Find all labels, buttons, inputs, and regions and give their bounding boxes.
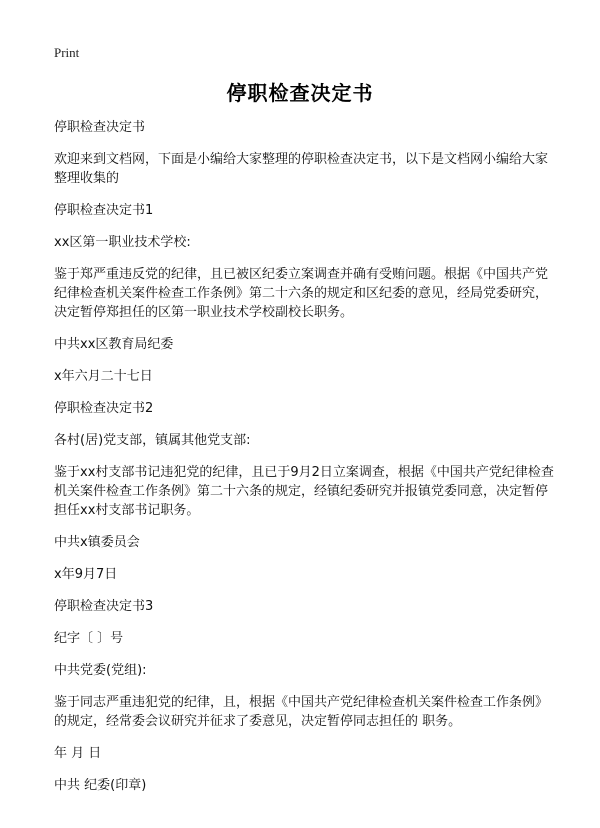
document-title: 停职检查决定书	[226, 81, 374, 105]
signature-1: 中共xx区教育局纪委	[54, 337, 174, 352]
paragraph-subtitle: 停职检查决定书	[54, 120, 146, 135]
recipient-3: 中共党委(党组):	[54, 663, 147, 678]
date-2: x年9月7日	[54, 567, 118, 582]
recipient-1: xx区第一职业技术学校:	[54, 235, 191, 250]
document-body	[54, 118, 554, 808]
body-text-2: 鉴于xx村支部书记违犯党的纪律，且已于9月2日立案调查，根据《中国共产党纪律检查机关案件检查工作条例》第二十六条的规定，经镇纪委研究并报镇党委同意，决定暂停担任xx村支部书记职务。	[54, 465, 554, 518]
paragraph-intro: 欢迎来到文档网，下面是小编给大家整理的停职检查决定书，以下是文档网小编给大家整理收集的	[54, 152, 549, 186]
document-number: 纪字〔 〕号	[54, 631, 124, 646]
signature-2: 中共x镇委员会	[54, 535, 140, 550]
print-label: Print	[54, 45, 80, 60]
recipient-2: 各村(居)党支部，镇属其他党支部:	[54, 433, 251, 448]
body-text-3: 鉴于同志严重违犯党的纪律，且，根据《中国共产党纪律检查机关案件检查工作条例》的规定，经常委会议研究并征求了委意见，决定暂停同志担任的 职务。	[54, 695, 549, 729]
section-heading-2: 停职检查决定书2	[54, 401, 154, 416]
date-3: 年 月 日	[54, 746, 102, 761]
section-heading-1: 停职检查决定书1	[54, 203, 154, 218]
section-heading-3: 停职检查决定书3	[54, 599, 154, 614]
date-1: x年六月二十七日	[54, 369, 153, 384]
body-text-1: 鉴于郑严重违反党的纪律，且已被区纪委立案调查并确有受贿问题。根据《中国共产党纪律检查机关案件检查工作条例》第二十六条的规定和区纪委的意见，经局党委研究，决定暂停郑担任的区第一职业技术学校副校长职务。	[54, 267, 549, 320]
signature-3: 中共 纪委(印章)	[54, 778, 147, 793]
